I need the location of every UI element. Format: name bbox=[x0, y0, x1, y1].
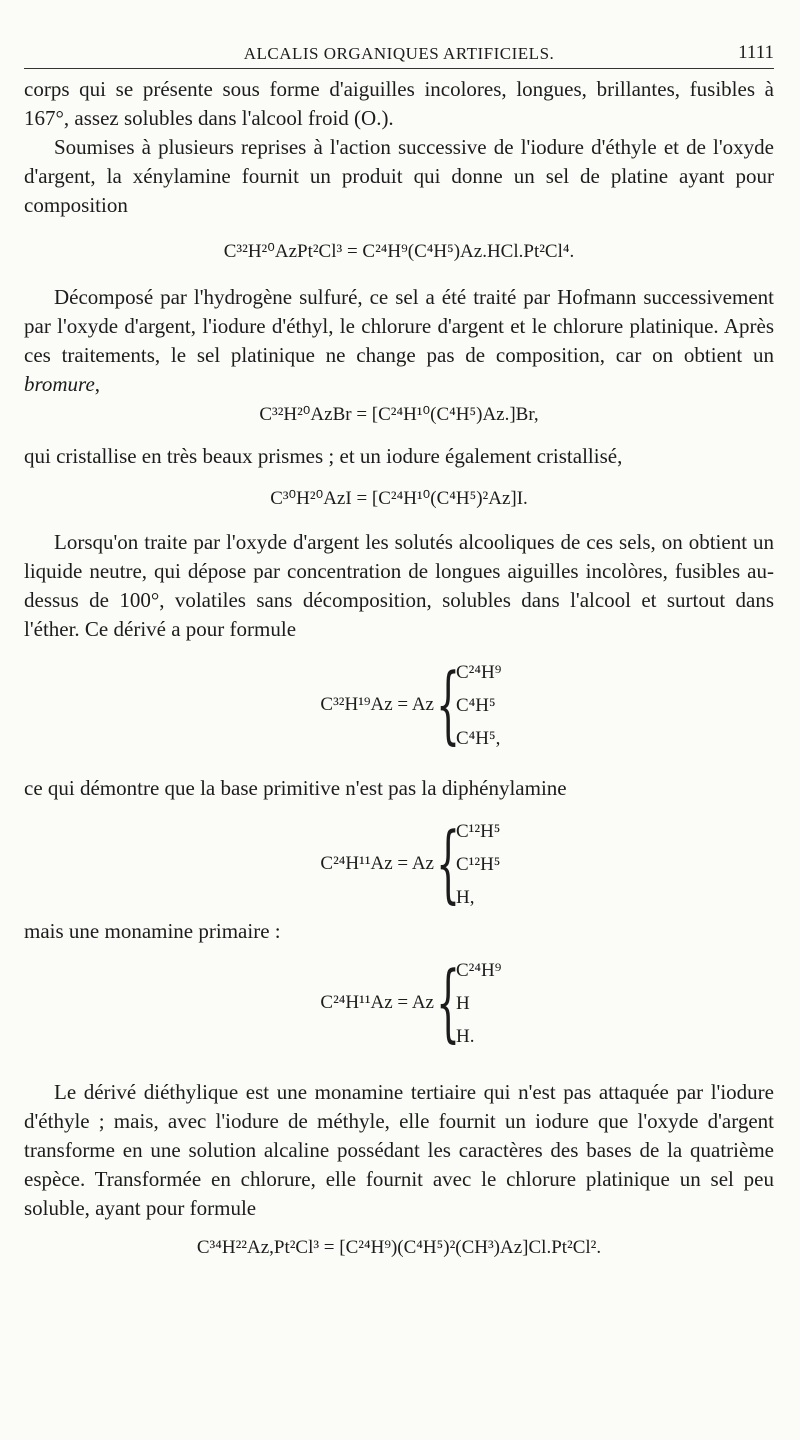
paragraph-6: ce qui démontre que la base primitive n'est pas la diphénylamine bbox=[24, 776, 567, 800]
formula-primary-monamine-term-2: H bbox=[456, 993, 470, 1014]
brace-symbol: { bbox=[436, 655, 461, 753]
brace-symbol: { bbox=[436, 953, 461, 1051]
brace-symbol: { bbox=[436, 814, 461, 912]
formula-derivative-term-3: C⁴H⁵, bbox=[456, 728, 501, 749]
formula-diphenylamine bbox=[24, 813, 774, 917]
formula-chloroplatinate: C³⁴H²²Az,Pt²Cl³ = [C²⁴H⁹)(C⁴H⁵)²(CH³)Az]Cl.Pt²Cl². bbox=[196, 1237, 602, 1258]
formula-primary-monamine-term-1: C²⁴H⁹ bbox=[456, 960, 502, 981]
paragraph-3 bbox=[24, 283, 774, 399]
formula-derivative-term-1: C²⁴H⁹ bbox=[456, 662, 502, 683]
formula-diphenylamine-lhs: C²⁴H¹¹Az = Az bbox=[320, 853, 434, 874]
page-number: 1111 bbox=[738, 42, 774, 63]
running-title: ALCALIS ORGANIQUES ARTIFICIELS. bbox=[243, 44, 555, 63]
formula-derivative bbox=[24, 654, 774, 758]
paragraph-1: corps qui se présente sous forme d'aiguilles incolores, longues, brillantes, fusibles à 167°, assez solubles dans l'alcool froid (O.). bbox=[24, 77, 774, 130]
formula-primary-monamine-term-3: H. bbox=[456, 1026, 475, 1047]
paragraph-3-text: Décomposé par l'hydrogène sulfuré, ce sel a été traité par Hofmann successivement par l'oxyde d'argent, l'iodure d'éthyl, le chlorure d'argent et le chlorure platinique. Après ces traitements, le sel platinique ne change pas de composition, car on obtient un bbox=[24, 285, 774, 367]
paragraph-3-emphasis: bromure bbox=[24, 372, 95, 396]
formula-diphenylamine-term-3: H, bbox=[456, 887, 475, 908]
formula-primary-monamine-rhs bbox=[456, 954, 501, 1053]
paragraph-2: Soumises à plusieurs reprises à l'action successive de l'iodure d'éthyle et de l'oxyde d'argent, la xénylamine fournit un produit qui donne un sel de platine ayant pour composition bbox=[24, 135, 774, 217]
document-page bbox=[24, 40, 774, 1259]
paragraph-4: qui cristallise en très beaux prismes ; et un iodure également cristallisé, bbox=[24, 444, 623, 468]
page-header bbox=[24, 40, 774, 69]
formula-platinum-salt: C³²H²⁰AzPt²Cl³ = C²⁴H⁹(C⁴H⁵)Az.HCl.Pt²Cl⁴. bbox=[223, 241, 575, 262]
paragraph-8: Le dérivé diéthylique est une monamine tertiaire qui n'est pas attaquée par l'iodure d'éthyle ; mais, avec l'iodure de méthyle, elle fournit un iodure que l'oxyde d'argent transforme en une solution alcaline possédant les caractères des bases de la quatrième espèce. Transformée en chlorure, elle fournit avec le chlorure platinique un sel peu soluble, ayant pour formule bbox=[24, 1080, 774, 1220]
formula-derivative-lhs: C³²H¹⁹Az = Az bbox=[320, 694, 434, 715]
formula-diphenylamine-rhs bbox=[456, 815, 500, 914]
paragraph-3-end: , bbox=[94, 372, 101, 396]
formula-primary-monamine-lhs: C²⁴H¹¹Az = Az bbox=[320, 992, 434, 1013]
formula-derivative-rhs bbox=[456, 656, 501, 755]
paragraph-7: mais une monamine primaire : bbox=[24, 919, 281, 943]
paragraph-5: Lorsqu'on traite par l'oxyde d'argent les solutés alcooliques de ces sels, on obtient un liquide neutre, qui dépose par concentration de longues aiguilles incolòres, fusibles au-dessus de 100°, volatiles sans décomposition, solubles dans l'alcool et surtout dans l'éther. Ce dérivé a pour formule bbox=[24, 530, 774, 641]
formula-bromide: C³²H²⁰AzBr = [C²⁴H¹⁰(C⁴H⁵)Az.]Br, bbox=[259, 404, 539, 425]
formula-diphenylamine-term-1: C¹²H⁵ bbox=[456, 821, 501, 842]
formula-diphenylamine-term-2: C¹²H⁵ bbox=[456, 854, 501, 875]
formula-iodide: C³⁰H²⁰AzI = [C²⁴H¹⁰(C⁴H⁵)²Az]I. bbox=[270, 488, 528, 509]
formula-primary-monamine bbox=[24, 952, 774, 1056]
formula-derivative-term-2: C⁴H⁵ bbox=[456, 695, 496, 716]
